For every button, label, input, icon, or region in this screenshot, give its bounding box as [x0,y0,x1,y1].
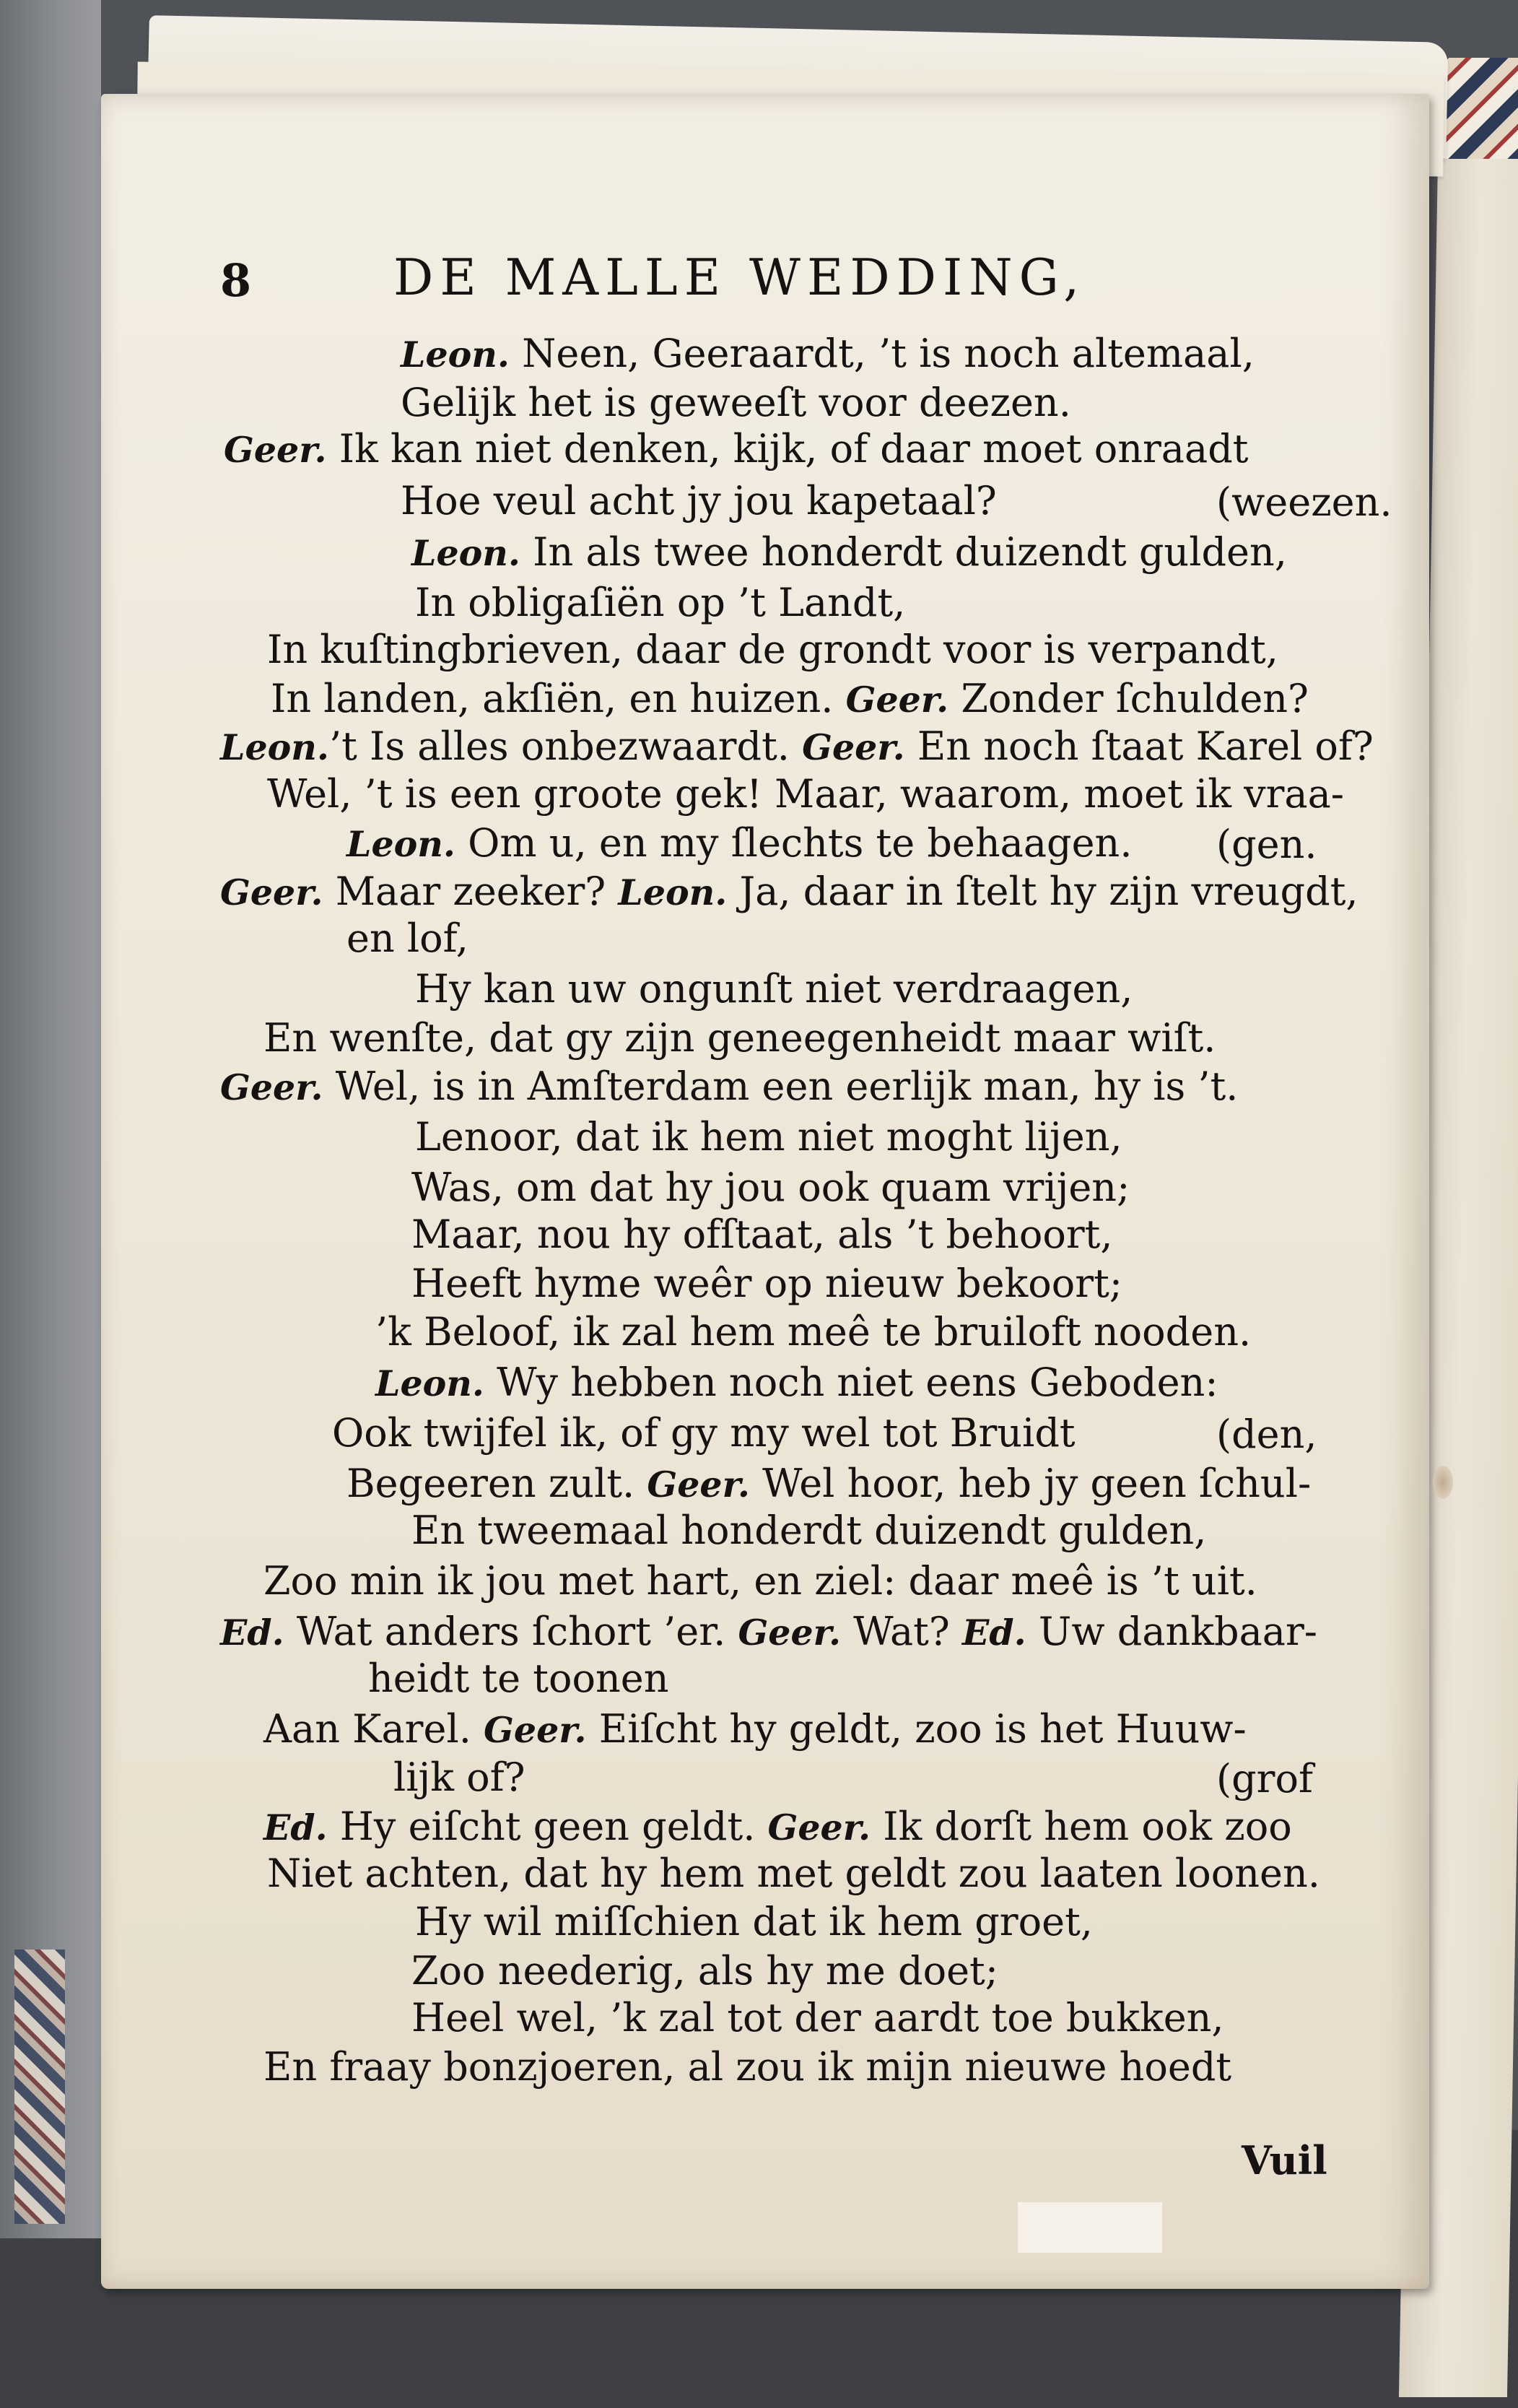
line-text: Wel, is in Amſterdam een eerlijk man, hy is ’t. [323,1064,1239,1109]
line-text: En fraay bonzjoeren, al zou ik mijn nieuwe hoedt [263,2044,1232,2090]
line-text: Neen, Geeraardt, ’t is noch altemaal, [510,331,1255,376]
catchword: Vuil [1242,2137,1327,2183]
running-head: DE MALLE WEDDING, [393,249,1086,307]
turnover-word: (weezen. [1216,479,1392,525]
turnover-word: (gen. [1216,822,1317,867]
line-text: Begeeren zult. [346,1461,647,1506]
line-text: In obligaſiën op ’t Landt, [415,580,906,625]
verse-line [375,1361,1218,1405]
book-cover-left [0,0,101,2238]
line-text: Zoo neederig, als hy me doet; [411,1948,998,1994]
verse-line [267,773,1344,816]
marbled-cover-edge [14,1950,65,2224]
turnover-word: (grof [1216,1756,1313,1801]
line-text: Heeft hyme weêr op nieuw bekoort; [411,1261,1122,1306]
verse-line [415,1900,1093,1944]
line-text: ’k Beloof, ik zal hem meê te bruiloft nooden. [375,1309,1252,1355]
verse-line [220,1065,1238,1109]
speaker-label: Geer. [224,429,327,471]
speaker-label: Geer. [220,1066,323,1108]
line-text: Lenoor, dat ik hem niet moght lijen, [415,1114,1122,1160]
verse-line [346,822,1133,866]
speaker-label: Leon. [346,823,455,865]
speaker-label: Ed. [263,1807,328,1848]
line-text: In als twee honderdt duizendt gulden, [520,529,1287,575]
line-text: heidt te toonen [368,1656,669,1701]
line-text: In kuſtingbrieven, daar de grondt voor is verpandt, [267,627,1278,672]
line-text: Ook twijfel ik, of gy my wel tot Bruidt [332,1410,1076,1456]
line-text: Wel, ’t is een groote gek! Maar, waarom, moet ik vraa- [267,771,1345,817]
speaker-label: Geer. [647,1464,750,1505]
line-text: Ik dorſt hem ook zoo [871,1804,1292,1849]
verse-line [411,1950,998,1993]
verse-line [401,381,1071,425]
speaker-label: Ed. [220,1612,284,1653]
line-text: Hy wil miſſchien dat ik hem groet, [415,1899,1093,1944]
verse-line [411,1213,1113,1256]
verse-line [411,1166,1130,1209]
line-text: Maar zeeker? [323,869,619,914]
verse-line [411,1996,1224,2040]
verse-line [411,1262,1122,1305]
verse-line [220,1610,1317,1654]
speaker-label: Leon. [401,334,510,375]
line-text: En wenſte, dat gy zijn geneegenheidt maar wiſt. [263,1015,1216,1061]
speaker-label: Geer. [738,1612,842,1653]
line-text: Hy kan uw ongunſt niet verdraagen, [415,966,1133,1012]
line-text: Zonder ſchulden? [948,676,1309,721]
line-text: En tweemaal honderdt duizendt gulden, [411,1508,1207,1553]
line-text: Zoo min ik jou met hart, en ziel: daar meê is ’t uit. [263,1558,1257,1604]
page-number: 8 [220,254,252,307]
line-text: Hoe veul acht jy jou kapetaal? [401,478,997,523]
verse-line [267,628,1278,671]
verse-line [332,1412,1076,1455]
verse-line [346,1462,1311,1506]
line-text: Wat anders ſchort ’er. [284,1609,738,1654]
verse-line [368,1657,669,1700]
speaker-label: Leon. [220,726,329,768]
verse-line [393,1756,525,1799]
speaker-label: Geer. [767,1807,871,1848]
verse-line [224,427,1248,471]
line-text: Eiſcht hy geldt, zoo is het Huuw- [586,1706,1247,1752]
verse-line [415,1116,1122,1159]
line-text: ’t Is alles onbezwaardt. [329,723,803,769]
line-text: Wel hoor, heb jy geen ſchul- [749,1461,1312,1506]
verse-line [263,1805,1292,1849]
speaker-label: Leon. [618,872,728,913]
line-text: en lof, [346,916,468,961]
verse-line [411,1509,1206,1552]
verse-line [263,1708,1247,1752]
verse-line [263,2046,1231,2089]
verse-line [375,1311,1251,1354]
verse-line [411,531,1287,575]
speaker-label: Ed. [962,1612,1026,1653]
line-text: lijk of? [393,1755,525,1800]
verse-line [271,677,1309,721]
speaker-label: Geer. [845,679,949,721]
line-text: En noch ſtaat Karel of? [904,723,1374,769]
line-text: Gelijk het is geweeſt voor deezen. [401,380,1071,425]
line-text: Ik kan niet denken, kijk, of daar moet onraadt [326,426,1249,471]
line-text: Hy eiſcht geen geldt. [327,1804,768,1849]
speaker-label: Leon. [375,1362,484,1404]
line-text: Heel wel, ’k zal tot der aardt toe bukken, [411,1995,1224,2040]
line-text: Ja, daar in ſtelt hy zijn vreugdt, [727,869,1358,914]
line-text: Uw dankbaar- [1026,1609,1318,1654]
verse-line [415,968,1133,1011]
verse-line [415,581,905,625]
verse-line [263,1017,1216,1060]
verse-line [263,1560,1257,1603]
speaker-label: Geer. [484,1709,587,1751]
turnover-word: (den, [1216,1412,1317,1457]
foxing-spot [1433,1466,1453,1499]
line-text: Was, om dat hy jou ook quam vrijen; [411,1165,1130,1210]
line-text: Om u, en my ſlechts te behaagen. [455,820,1133,866]
speaker-label: Leon. [411,532,520,574]
verse-line [267,1852,1320,1895]
verse-line [346,917,468,960]
verse-line [220,870,1358,914]
verse-line [401,479,997,523]
line-text: Wy hebben noch niet eens Geboden: [484,1360,1218,1405]
speaker-label: Geer. [802,726,905,768]
verse-line [220,725,1374,769]
line-text: Aan Karel. [263,1706,484,1752]
line-text: Wat? [841,1609,963,1654]
line-text: Niet achten, dat hy hem met geldt zou laaten loonen. [267,1851,1320,1896]
line-text: Maar, nou hy ofſtaat, als ’t behoort, [411,1212,1113,1257]
verse-line [401,332,1255,376]
paper-label [1018,2202,1162,2253]
speaker-label: Geer. [220,872,323,913]
line-text: In landen, akſiën, en huizen. [271,676,846,721]
